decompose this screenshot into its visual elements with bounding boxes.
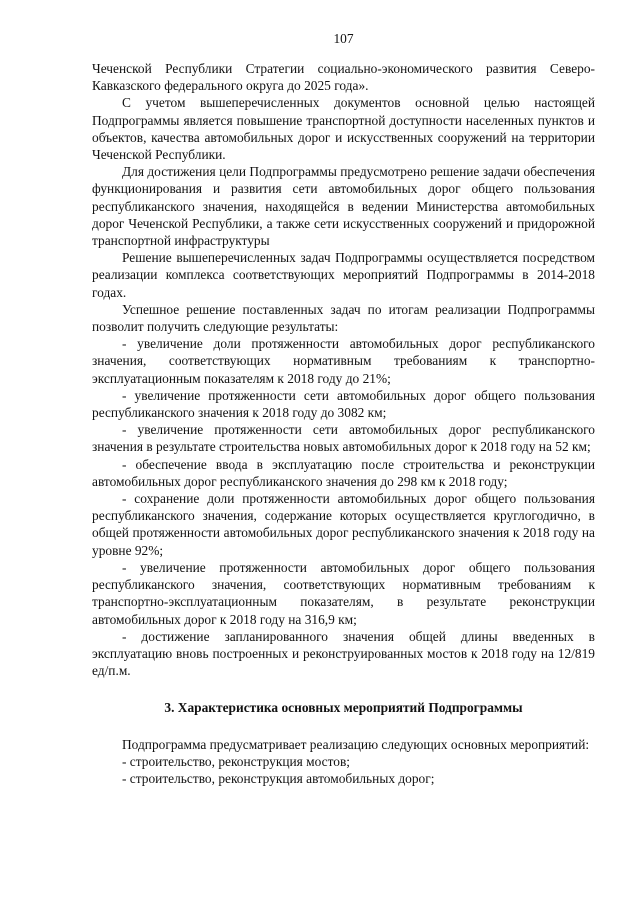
paragraph: С учетом вышеперечисленных документов основной целью настоящей Подпрограммы является повышение транспортной доступности населенных пунктов и объектов, качества автомобильных дорог и искусственных сооружений на территории Чеченской Республики. <box>92 95 595 163</box>
measure-item: - строительство, реконструкция мостов; <box>122 753 351 769</box>
result-item: - увеличение доли протяженности автомобильных дорог республиканского значения, соответствующих нормативным требованиям к транспортно-эксплуатационным показателям к 2018 году до 21%; <box>92 336 595 386</box>
result-item: - достижение запланированного значения общей длины введенных в эксплуатацию вновь построенных и реконструированных мостов к 2018 году на 12/819 ед/п.м. <box>92 628 595 679</box>
page-number: 107 <box>333 31 354 46</box>
section-intro: Подпрограмма предусматривает реализацию следующих основных мероприятий: <box>122 736 590 752</box>
result-item: - увеличение протяженности автомобильных дорог общего пользования республиканского значения, соответствующих нормативным требованиям к транспортно-эксплуатационным показателям, в результате реконструкции автомобильных дорог к 2018 году на 316,9 км; <box>92 559 595 627</box>
result-item: - обеспечение ввода в эксплуатацию после строительства и реконструкции автомобильных дорог республиканского значения до 298 км к 2018 году; <box>92 456 595 489</box>
measures-list <box>92 753 595 787</box>
paragraph: Чеченской Республики Стратегии социально-экономического развития Северо-Кавказского федерального округа до 2025 года». <box>92 61 595 94</box>
result-item: - увеличение протяженности сети автомобильных дорог республиканского значения в результате строительства новых автомобильных дорог к 2018 году на 52 км; <box>92 422 595 455</box>
result-item: - сохранение доли протяженности автомобильных дорог общего пользования республиканского значения, содержание которых осуществляется круглогодично, в общей протяженности автомобильных дорог республиканского значения к 2018 году на уровне 92%; <box>92 491 595 558</box>
paragraph: Решение вышеперечисленных задач Подпрограммы осуществляется посредством реализации комплекса соответствующих мероприятий Подпрограммы в 2014-2018 годах. <box>92 250 595 300</box>
section-heading: 3. Характеристика основных мероприятий Подпрограммы <box>164 700 523 716</box>
result-item: - увеличение протяженности сети автомобильных дорог общего пользования республиканского значения к 2018 году до 3082 км; <box>92 387 595 421</box>
results-list <box>92 335 595 679</box>
body-text <box>92 60 595 335</box>
measure-item: - строительство, реконструкция автомобильных дорог; <box>122 770 435 786</box>
paragraph: Для достижения цели Подпрограммы предусмотрено решение задачи обеспечения функционирования и развития сети автомобильных дорог общего пользования республиканского значения, находящейся в ведении Министерства автомобильных дорог Чеченской Республики, а также сети искусственных сооружений и придорожной транспортной инфраструктуры <box>92 164 595 249</box>
paragraph: Успешное решение поставленных задач по итогам реализации Подпрограммы позволит получить следующие результаты: <box>92 301 595 335</box>
document-page <box>92 30 595 787</box>
